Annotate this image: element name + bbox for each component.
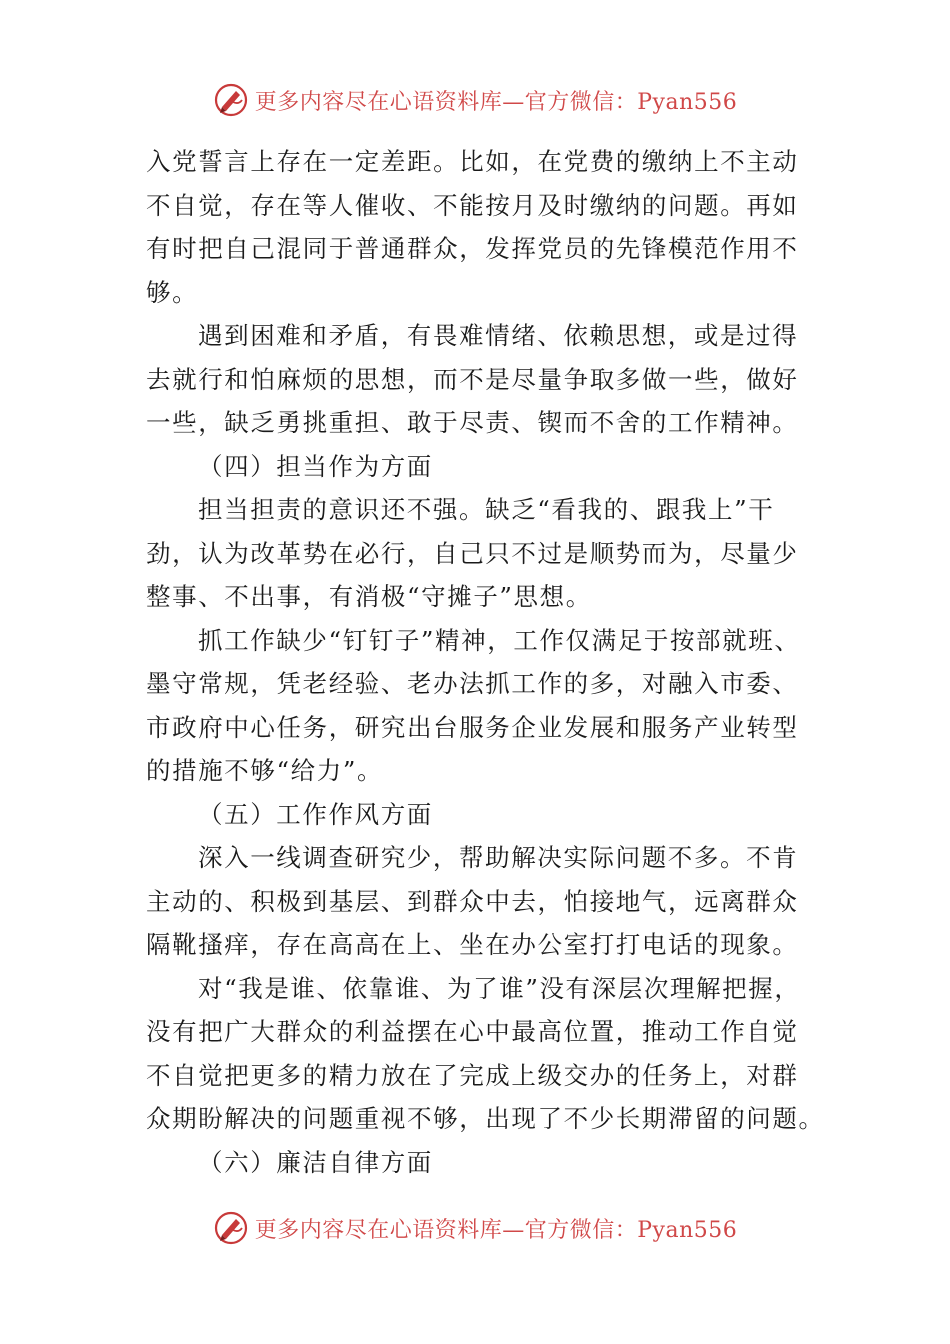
body-line: 有时把自己混同于普通群众，发挥党员的先锋模范作用不	[146, 234, 799, 263]
section-heading-6: （六）廉洁自律方面	[198, 1147, 433, 1177]
pen-logo-icon	[213, 82, 249, 118]
body-line: 市政府中心任务，研究出台服务企业发展和服务产业转型	[146, 712, 799, 742]
body-line: 隔靴搔痒，存在高高在上、坐在办公室打打电话的现象。	[146, 930, 799, 959]
body-line: 墨守常规，凭老经验、老办法抓工作的多，对融入市委、	[146, 669, 799, 698]
paragraph-start-line: 对“我是谁、依靠谁、为了谁”没有深层次理解把握，	[198, 973, 801, 1003]
header-watermark-banner	[0, 82, 950, 118]
body-line: 去就行和怕麻烦的思想，而不是尽量争取多做一些，做好	[146, 364, 799, 394]
body-line: 入党誓言上存在一定差距。比如，在党费的缴纳上不主动	[146, 147, 799, 176]
body-line: 的措施不够“给力”。	[146, 756, 384, 785]
body-line: 主动的、积极到基层、到群众中去，怕接地气，远离群众	[146, 886, 799, 916]
document-body	[146, 140, 825, 1184]
paragraph-start-line: 抓工作缺少“钉钉子”精神，工作仅满足于按部就班、	[198, 625, 801, 655]
watermark-text: 更多内容尽在心语资料库—官方微信：Pyan556	[254, 1217, 738, 1243]
body-line: 一些，缺乏勇挑重担、敢于尽责、锲而不舍的工作精神。	[146, 408, 799, 437]
body-line: 没有把广大群众的利益摆在心中最高位置，推动工作自觉	[146, 1017, 799, 1046]
paragraph-start-line: 遇到困难和矛盾，有畏难情绪、依赖思想，或是过得	[198, 321, 799, 350]
watermark-text: 更多内容尽在心语资料库—官方微信：Pyan556	[254, 89, 738, 115]
section-heading-4: （四）担当作为方面	[198, 451, 433, 481]
body-line: 众期盼解决的问题重视不够，出现了不少长期滞留的问题。	[146, 1104, 825, 1133]
body-line: 不自觉，存在等人催收、不能按月及时缴纳的问题。再如	[146, 190, 799, 220]
pen-logo-icon	[213, 1210, 249, 1246]
body-line: 整事、不出事，有消极“守摊子”思想。	[146, 582, 592, 611]
body-line: 够。	[146, 277, 199, 307]
body-line: 劲，认为改革势在必行，自己只不过是顺势而为，尽量少	[146, 538, 799, 568]
paragraph-start-line: 担当担责的意识还不强。缺乏“看我的、跟我上”干	[198, 495, 775, 524]
body-line: 不自觉把更多的精力放在了完成上级交办的任务上，对群	[146, 1060, 799, 1090]
footer-watermark-banner	[0, 1210, 950, 1246]
section-heading-5: （五）工作作风方面	[198, 799, 433, 829]
paragraph-start-line: 深入一线调查研究少，帮助解决实际问题不多。不肯	[198, 843, 799, 872]
